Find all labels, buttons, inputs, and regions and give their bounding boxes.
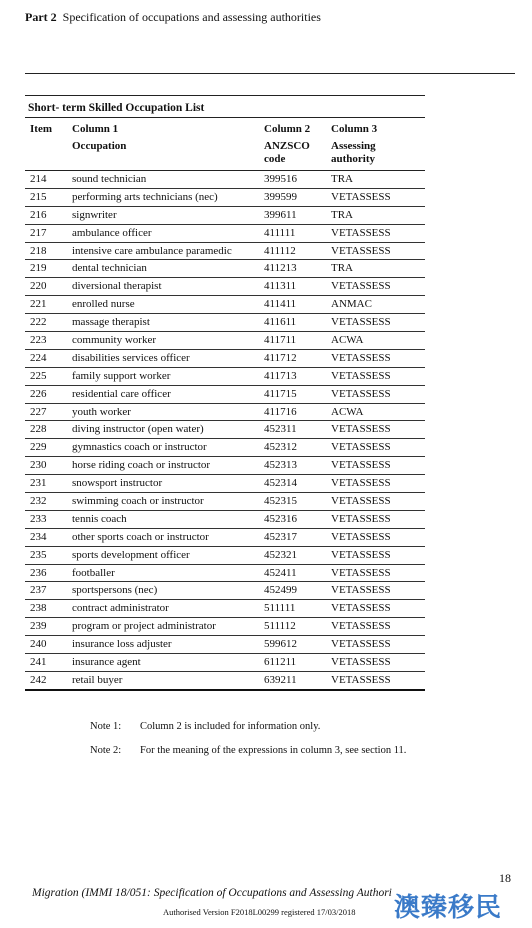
- row-code: 411311: [264, 280, 297, 293]
- row-occupation: snowsport instructor: [72, 477, 163, 490]
- row-item: 225: [30, 369, 47, 382]
- part-label: Part 2: [25, 10, 57, 24]
- row-item: 233: [30, 512, 47, 525]
- row-code: 452316: [264, 512, 297, 525]
- row-item: 223: [30, 334, 47, 347]
- row-item: 218: [30, 244, 47, 257]
- row-item: 216: [30, 208, 47, 221]
- row-authority: VETASSESS: [331, 280, 391, 293]
- table-row: [25, 404, 425, 422]
- row-authority: VETASSESS: [331, 387, 391, 400]
- row-authority: VETASSESS: [331, 369, 391, 382]
- row-authority: ANMAC: [331, 298, 372, 311]
- row-occupation: community worker: [72, 334, 157, 347]
- footer-version: Authorised Version F2018L00299 registered 17/03/2018: [163, 907, 356, 917]
- table-row: [25, 260, 425, 278]
- table-row: [25, 475, 425, 493]
- row-item: 238: [30, 602, 47, 615]
- row-occupation: sports development officer: [72, 548, 190, 561]
- row-authority: VETASSESS: [331, 620, 391, 633]
- row-item: 222: [30, 316, 47, 329]
- row-authority: TRA: [331, 208, 353, 221]
- row-authority: VETASSESS: [331, 602, 391, 615]
- occupation-table: [25, 95, 425, 691]
- row-authority: VETASSESS: [331, 423, 391, 436]
- table-row: [25, 225, 425, 243]
- row-code: 399611: [264, 208, 297, 221]
- row-code: 452315: [264, 495, 297, 508]
- row-code: 511112: [264, 620, 296, 633]
- row-occupation: intensive care ambulance paramedic: [72, 244, 232, 257]
- row-occupation: performing arts technicians (nec): [72, 190, 218, 203]
- row-authority: VETASSESS: [331, 638, 391, 651]
- row-code: 411713: [264, 369, 297, 382]
- table-row: [25, 672, 425, 691]
- row-authority: VETASSESS: [331, 226, 391, 239]
- row-code: 411711: [264, 334, 297, 347]
- row-code: 452411: [264, 566, 297, 579]
- note-1: [90, 720, 406, 733]
- header-divider: [25, 73, 515, 74]
- table-body: [25, 171, 425, 691]
- row-authority: VETASSESS: [331, 673, 391, 686]
- row-authority: VETASSESS: [331, 656, 391, 669]
- row-item: 227: [30, 405, 47, 418]
- row-occupation: other sports coach or instructor: [72, 530, 209, 543]
- row-code: 639211: [264, 673, 297, 686]
- row-code: 411716: [264, 405, 297, 418]
- row-code: 452321: [264, 548, 297, 561]
- row-occupation: gymnastics coach or instructor: [72, 441, 207, 454]
- table-row: [25, 547, 425, 565]
- table-row: [25, 493, 425, 511]
- watermark-logo: 澳臻移民: [394, 893, 503, 923]
- row-occupation: dental technician: [72, 262, 147, 275]
- row-authority: VETASSESS: [331, 495, 391, 508]
- table-row: [25, 511, 425, 529]
- table-row: [25, 600, 425, 618]
- row-occupation: ambulance officer: [72, 226, 152, 239]
- table-row: [25, 207, 425, 225]
- table-header-row: [25, 118, 425, 171]
- part-title: Specification of occupations and assessing authorities: [62, 10, 321, 24]
- row-occupation: horse riding coach or instructor: [72, 459, 211, 472]
- row-authority: TRA: [331, 262, 353, 275]
- row-authority: TRA: [331, 173, 353, 185]
- page-number: 18: [499, 871, 511, 885]
- note-text: For the meaning of the expressions in column 3, see section 11.: [140, 745, 407, 756]
- row-item: 234: [30, 530, 47, 543]
- row-item: 235: [30, 548, 47, 561]
- row-item: 217: [30, 226, 47, 239]
- row-code: 611211: [264, 656, 297, 669]
- row-code: 411411: [264, 298, 297, 311]
- row-occupation: insurance agent: [72, 656, 141, 669]
- row-item: 226: [30, 387, 47, 400]
- table-row: [25, 296, 425, 314]
- table-row: [25, 368, 425, 386]
- table-row: [25, 243, 425, 261]
- row-authority: VETASSESS: [331, 316, 391, 329]
- table-row: [25, 278, 425, 296]
- row-occupation: massage therapist: [72, 316, 150, 329]
- table-row: [25, 529, 425, 547]
- header-column-3: Column 3 Assessing authority: [331, 123, 378, 165]
- row-occupation: swimming coach or instructor: [72, 495, 204, 508]
- table-row: [25, 171, 425, 189]
- row-occupation: youth worker: [72, 405, 131, 418]
- note-label: Note 1:: [90, 721, 122, 732]
- row-occupation: diversional therapist: [72, 280, 162, 293]
- row-occupation: disabilities services officer: [72, 351, 190, 364]
- table-row: [25, 314, 425, 332]
- row-item: 230: [30, 459, 47, 472]
- row-authority: ACWA: [331, 334, 364, 347]
- row-occupation: tennis coach: [72, 512, 127, 525]
- row-occupation: sound technician: [72, 173, 147, 185]
- row-code: 452317: [264, 530, 297, 543]
- row-authority: VETASSESS: [331, 530, 391, 543]
- row-item: 229: [30, 441, 47, 454]
- row-authority: VETASSESS: [331, 512, 391, 525]
- row-code: 452311: [264, 423, 297, 436]
- table-row: [25, 332, 425, 350]
- row-occupation: diving instructor (open water): [72, 423, 204, 436]
- row-code: 452312: [264, 441, 297, 454]
- row-item: 228: [30, 423, 47, 436]
- table-row: [25, 189, 425, 207]
- table-row: [25, 636, 425, 654]
- row-authority: VETASSESS: [331, 459, 391, 472]
- row-occupation: signwriter: [72, 208, 117, 221]
- row-item: 220: [30, 280, 47, 293]
- row-code: 411213: [264, 262, 297, 275]
- row-authority: VETASSESS: [331, 477, 391, 490]
- row-authority: VETASSESS: [331, 441, 391, 454]
- row-item: 215: [30, 190, 47, 203]
- table-row: [25, 582, 425, 600]
- row-item: 219: [30, 262, 47, 275]
- table-row: [25, 350, 425, 368]
- row-authority: VETASSESS: [331, 584, 391, 597]
- row-occupation: enrolled nurse: [72, 298, 135, 311]
- note-label: Note 2:: [90, 745, 122, 756]
- row-authority: VETASSESS: [331, 190, 391, 203]
- page-header: [25, 10, 321, 24]
- row-occupation: program or project administrator: [72, 620, 216, 633]
- row-code: 599612: [264, 638, 297, 651]
- row-item: 214: [30, 173, 47, 185]
- note-text: Column 2 is included for information only.: [140, 721, 321, 732]
- row-occupation: contract administrator: [72, 602, 169, 615]
- table-row: [25, 386, 425, 404]
- table-row: [25, 457, 425, 475]
- note-2: [90, 744, 406, 757]
- row-authority: VETASSESS: [331, 548, 391, 561]
- table-row: [25, 439, 425, 457]
- notes: [90, 720, 406, 768]
- row-code: 411112: [264, 244, 296, 257]
- header-column-1: Column 1 Occupation: [72, 123, 127, 152]
- header-item: Item: [30, 123, 52, 135]
- row-occupation: residential care officer: [72, 387, 171, 400]
- footer-title: Migration (IMMI 18/051: Specification of Occupations and Assessing Authori: [32, 887, 392, 899]
- row-item: 237: [30, 584, 47, 597]
- header-column-2: Column 2 ANZSCO code: [264, 123, 311, 165]
- row-occupation: insurance loss adjuster: [72, 638, 172, 651]
- row-occupation: retail buyer: [72, 673, 123, 686]
- row-authority: VETASSESS: [331, 244, 391, 257]
- table-row: [25, 565, 425, 583]
- table-row: [25, 421, 425, 439]
- row-code: 452313: [264, 459, 297, 472]
- row-code: 511111: [264, 602, 296, 615]
- row-code: 411712: [264, 351, 297, 364]
- table-row: [25, 618, 425, 636]
- row-item: 221: [30, 298, 47, 311]
- row-code: 399516: [264, 173, 297, 185]
- row-code: 411715: [264, 387, 297, 400]
- row-occupation: sportspersons (nec): [72, 584, 158, 597]
- table-title: Short- term Skilled Occupation List: [25, 95, 425, 118]
- row-item: 242: [30, 673, 47, 686]
- row-item: 240: [30, 638, 47, 651]
- row-code: 452499: [264, 584, 297, 597]
- row-item: 239: [30, 620, 47, 633]
- row-item: 241: [30, 656, 47, 669]
- row-code: 411111: [264, 226, 296, 239]
- row-code: 452314: [264, 477, 297, 490]
- row-authority: ACWA: [331, 405, 364, 418]
- row-item: 231: [30, 477, 47, 490]
- row-item: 224: [30, 351, 47, 364]
- row-code: 411611: [264, 316, 297, 329]
- row-authority: VETASSESS: [331, 566, 391, 579]
- row-occupation: family support worker: [72, 369, 171, 382]
- row-authority: VETASSESS: [331, 351, 391, 364]
- table-row: [25, 654, 425, 672]
- row-occupation: footballer: [72, 566, 115, 579]
- row-code: 399599: [264, 190, 297, 203]
- row-item: 232: [30, 495, 47, 508]
- row-item: 236: [30, 566, 47, 579]
